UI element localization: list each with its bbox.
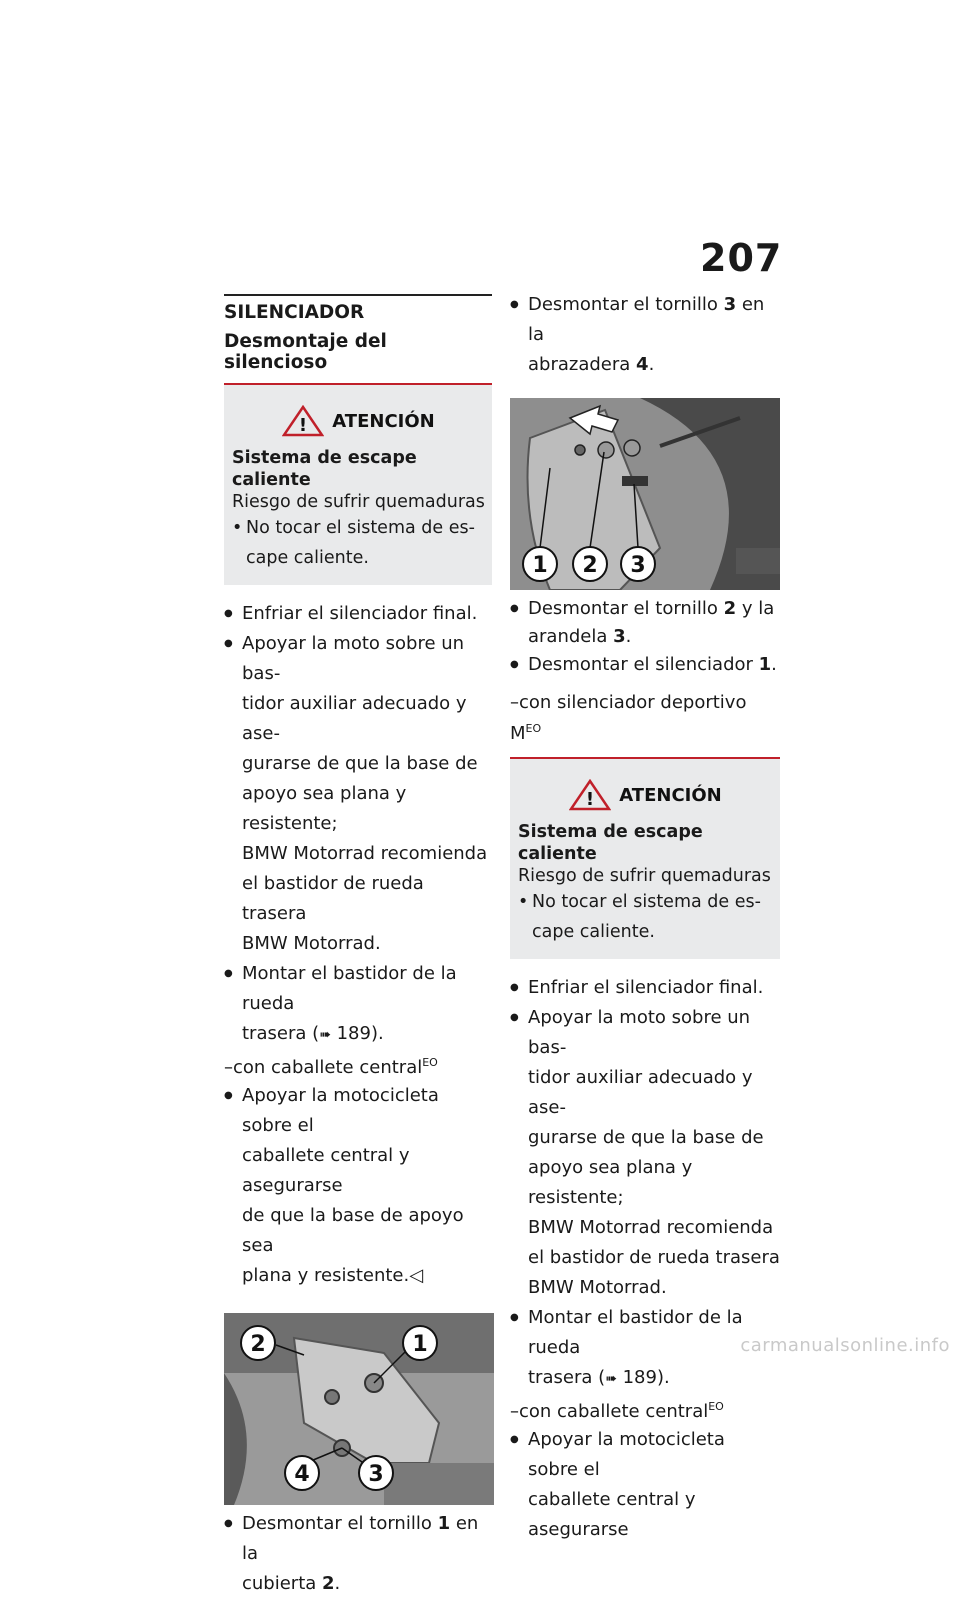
step-item-cont — [224, 1569, 492, 1599]
step-item-cont: el bastidor de rueda trasera — [242, 873, 424, 924]
step-item: ● Montar el bastidor de la rueda — [224, 959, 492, 1019]
step-text: Desmontar el tornillo — [528, 598, 724, 619]
step-item-cont — [510, 624, 780, 650]
step-num: 1 — [758, 654, 772, 675]
warning-triangle-icon — [282, 405, 324, 437]
condition-text: con caballete central — [233, 1057, 423, 1078]
step-text: . — [771, 654, 777, 675]
warning-item: • No tocar el sistema de es- — [518, 887, 773, 917]
photo-cover-illustration — [224, 1313, 494, 1505]
step-text: en la — [242, 1513, 479, 1564]
step-text: Desmontar el silenciador — [528, 654, 759, 675]
step-text: en la — [528, 294, 765, 345]
step-text: . — [625, 626, 632, 647]
step-item — [510, 650, 780, 680]
step-item-cont — [224, 1261, 492, 1291]
step-num: 2 — [322, 1573, 335, 1594]
step-num: 2 — [723, 598, 737, 619]
step-text: trasera ( — [242, 1023, 320, 1044]
photo-label: 2 — [250, 1332, 266, 1357]
warning-box — [510, 759, 780, 959]
end-mark-icon: ◁ — [409, 1265, 424, 1286]
right-column — [510, 290, 780, 1545]
step-num: 3 — [723, 294, 737, 315]
page-ref-arrow-icon[interactable]: ➠ — [319, 1027, 331, 1043]
step-item-cont: BMW Motorrad. — [242, 933, 381, 954]
warning-title: Sistema de escape caliente — [232, 448, 417, 490]
condition-sup: EO — [708, 1400, 724, 1413]
step-num: 1 — [437, 1513, 451, 1534]
step-item: ● Enfriar el silenciador final. — [224, 599, 492, 629]
step-text: . — [648, 354, 655, 375]
step-item-cont — [224, 1019, 492, 1050]
step-item: ● Apoyar la moto sobre un bas- — [510, 1003, 780, 1063]
step-item: ● Apoyar la motocicleta sobre el — [224, 1081, 492, 1141]
step-text: arandela — [528, 626, 614, 647]
condition-text: con caballete central — [519, 1401, 709, 1422]
step-item: ● Apoyar la moto sobre un bas- — [224, 629, 492, 689]
warning-triangle-icon — [569, 779, 611, 811]
page-ref[interactable]: 189). — [336, 1023, 384, 1044]
subsection-title: Desmontaje del silencioso — [224, 331, 387, 373]
section-title: SILENCIADOR — [224, 302, 365, 323]
warning-box — [224, 385, 492, 585]
step-text: trasera ( — [528, 1367, 606, 1388]
step-text: cubierta — [242, 1573, 323, 1594]
step-item — [510, 594, 780, 624]
warning-label: ATENCIÓN — [619, 784, 722, 806]
warning-text: Riesgo de sufrir quemaduras — [518, 866, 771, 886]
condition-sup: EO — [525, 722, 542, 735]
condition-line: –con caballete central$^{EO}$ — [510, 1400, 724, 1422]
condition-text: con silenciador deportivo M — [510, 692, 747, 744]
step-text: y la — [736, 598, 775, 619]
step-item-cont — [510, 350, 780, 380]
svg-text:!: ! — [586, 789, 595, 810]
step-num: 4 — [636, 354, 649, 375]
step-item-cont: tidor auxiliar adecuado y ase- — [528, 1067, 753, 1118]
step-text: Desmontar el tornillo — [242, 1513, 438, 1534]
step-text: Desmontar el tornillo — [528, 294, 724, 315]
photo-label: 3 — [368, 1462, 384, 1487]
warning-title: Sistema de escape caliente — [518, 822, 703, 864]
photo-label: 3 — [630, 553, 646, 578]
warning-header — [518, 779, 773, 811]
step-item: ● Montar el bastidor de la rueda — [510, 1303, 780, 1363]
photo-cover — [224, 1313, 494, 1505]
step-item-cont: caballete central y asegurarse — [528, 1489, 696, 1540]
step-item-cont — [510, 1363, 780, 1394]
step-text: abrazadera — [528, 354, 637, 375]
condition-sup: EO — [422, 1056, 438, 1069]
section-rule — [224, 294, 492, 296]
warning-item-cont: cape caliente. — [246, 548, 369, 568]
step-item-cont: gurarse de que la base de — [528, 1127, 764, 1148]
step-text: plana y resistente. — [242, 1265, 410, 1286]
step-item-cont: gurarse de que la base de — [242, 753, 478, 774]
step-item-cont: BMW Motorrad. — [528, 1277, 667, 1298]
step-item: ● Apoyar la motocicleta sobre el — [510, 1425, 780, 1485]
step-num: 3 — [613, 626, 626, 647]
photo-label: 1 — [532, 553, 548, 578]
photo-silencer — [510, 398, 780, 590]
warning-item-cont: cape caliente. — [532, 922, 655, 942]
photo-label: 2 — [582, 553, 598, 578]
step-item — [224, 1509, 492, 1569]
step-text: . — [334, 1573, 341, 1594]
step-item-cont: de que la base de apoyo sea — [242, 1205, 464, 1256]
photo-silencer-illustration — [510, 398, 780, 590]
step-item-cont: BMW Motorrad recomienda — [528, 1217, 774, 1238]
condition-line: –con caballete central$^{EO}$ — [224, 1056, 438, 1078]
condition-line: –con silenciador deportivo $M^{EO}$ — [510, 692, 747, 744]
warning-text: Riesgo de sufrir quemaduras — [232, 492, 485, 512]
step-item — [510, 290, 780, 350]
step-item-cont: apoyo sea plana y resistente; — [528, 1157, 693, 1208]
warning-item: • No tocar el sistema de es- — [232, 513, 485, 543]
svg-text:!: ! — [299, 415, 308, 436]
step-item-cont: apoyo sea plana y resistente; — [242, 783, 407, 834]
photo-label: 1 — [412, 1332, 428, 1357]
step-item: ● Enfriar el silenciador final. — [510, 973, 780, 1003]
step-item-cont: caballete central y asegurarse — [242, 1145, 410, 1196]
page-number: 207 — [700, 236, 783, 280]
photo-label: 4 — [294, 1462, 310, 1487]
left-column — [224, 290, 492, 1599]
warning-label: ATENCIÓN — [332, 410, 435, 432]
step-item-cont: BMW Motorrad recomienda — [242, 843, 488, 864]
page-ref-arrow-icon[interactable]: ➠ — [605, 1371, 617, 1387]
warning-header — [232, 405, 485, 437]
page-ref[interactable]: 189). — [622, 1367, 670, 1388]
step-item-cont: tidor auxiliar adecuado y ase- — [242, 693, 467, 744]
watermark: carmanualsonline.info — [740, 1335, 950, 1356]
step-item-cont: el bastidor de rueda trasera — [528, 1247, 780, 1268]
